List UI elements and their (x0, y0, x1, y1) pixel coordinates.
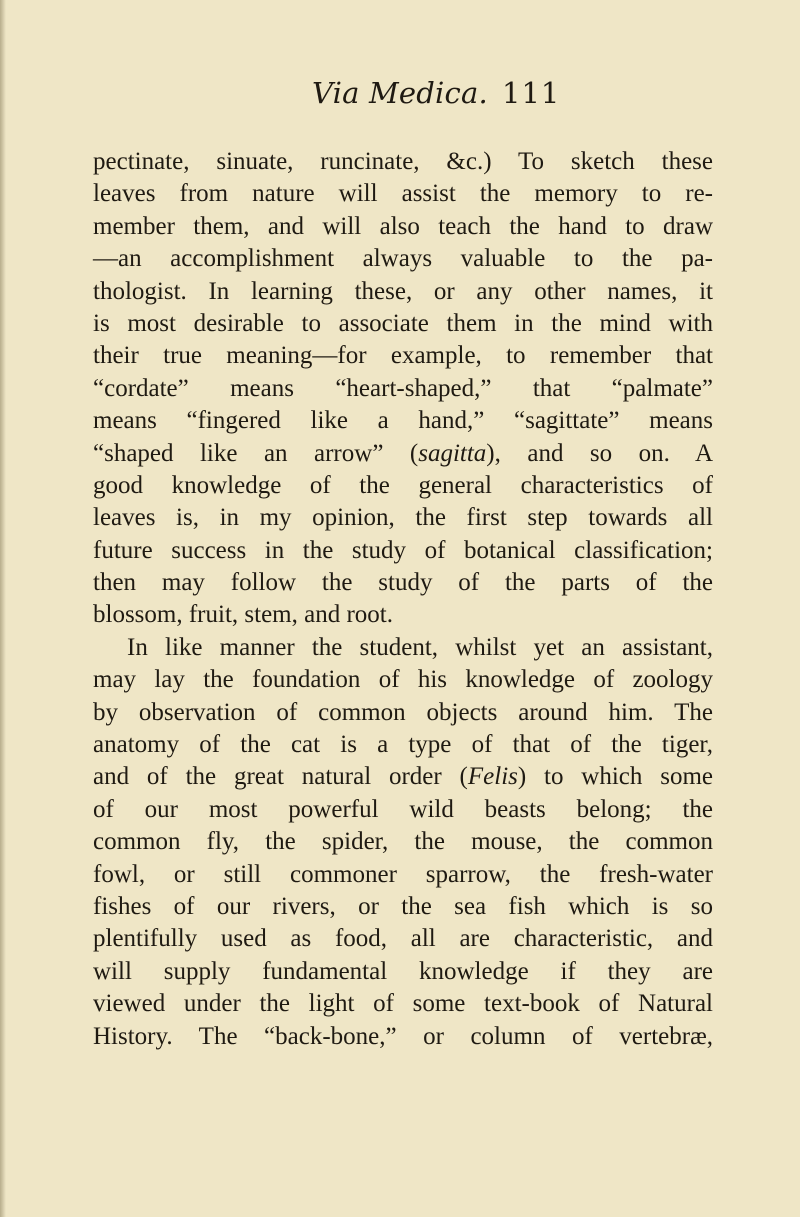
text-line: plentifully used as food, all are characteristic, and (93, 925, 713, 953)
text-line: member them, and will also teach the hand to draw (93, 212, 713, 240)
text-line: their true meaning—for example, to remember that (93, 342, 713, 370)
text-line: may lay the foundation of his knowledge of zoology (93, 666, 713, 694)
text-line: leaves is, in my opinion, the first step towards all (93, 504, 713, 532)
body-text (93, 146, 713, 1053)
latin-term: sagitta (418, 439, 487, 467)
text-line: thologist. In learning these, or any other names, it (93, 277, 713, 305)
text-line: then may follow the study of the parts of the (93, 569, 713, 597)
text-line: by observation of common objects around him. The (93, 698, 713, 726)
text-line: is most desirable to associate them in the mind with (93, 309, 713, 337)
text-line: leaves from nature will assist the memory to re- (93, 180, 713, 208)
text-line: good knowledge of the general characteristics of (93, 471, 713, 499)
text-line: fowl, or still commoner sparrow, the fresh-water (93, 860, 713, 888)
text-line: blossom, fruit, stem, and root. (93, 601, 393, 629)
text-line: viewed under the light of some text-book of Natural (93, 990, 713, 1018)
text-line: pectinate, sinuate, runcinate, &c.) To sketch these (93, 148, 713, 175)
text-line: future success in the study of botanical classification; (93, 536, 713, 564)
text-line: of our most powerful wild beasts belong; the (93, 795, 713, 823)
text-line: and of the great natural order (Felis) to which some (93, 763, 713, 791)
text-line: will supply fundamental knowledge if they are (93, 957, 713, 985)
text-line: anatomy of the cat is a type of that of the tiger, (93, 731, 713, 759)
text-line: fishes of our rivers, or the sea fish which is so (93, 892, 713, 920)
text-line: History. The “back-bone,” or column of vertebræ, (93, 1022, 713, 1050)
text-line: “shaped like an arrow” (sagitta), and so on. A (93, 439, 714, 467)
text-line: means “fingered like a hand,” “sagittate” means (93, 407, 713, 435)
text-line: common fly, the spider, the mouse, the common (93, 828, 713, 856)
page-header (312, 76, 712, 116)
running-title: Via Medica. (312, 76, 488, 110)
page-number: 111 (502, 76, 561, 110)
page-edge-shadow (0, 0, 6, 1217)
text-line: In like manner the student, whilst yet an assistant, (127, 633, 713, 661)
text-line: “cordate” means “heart-shaped,” that “palmate” (93, 374, 713, 402)
text-line: —an accomplishment always valuable to the pa- (93, 245, 713, 273)
latin-term: Felis (467, 763, 518, 791)
